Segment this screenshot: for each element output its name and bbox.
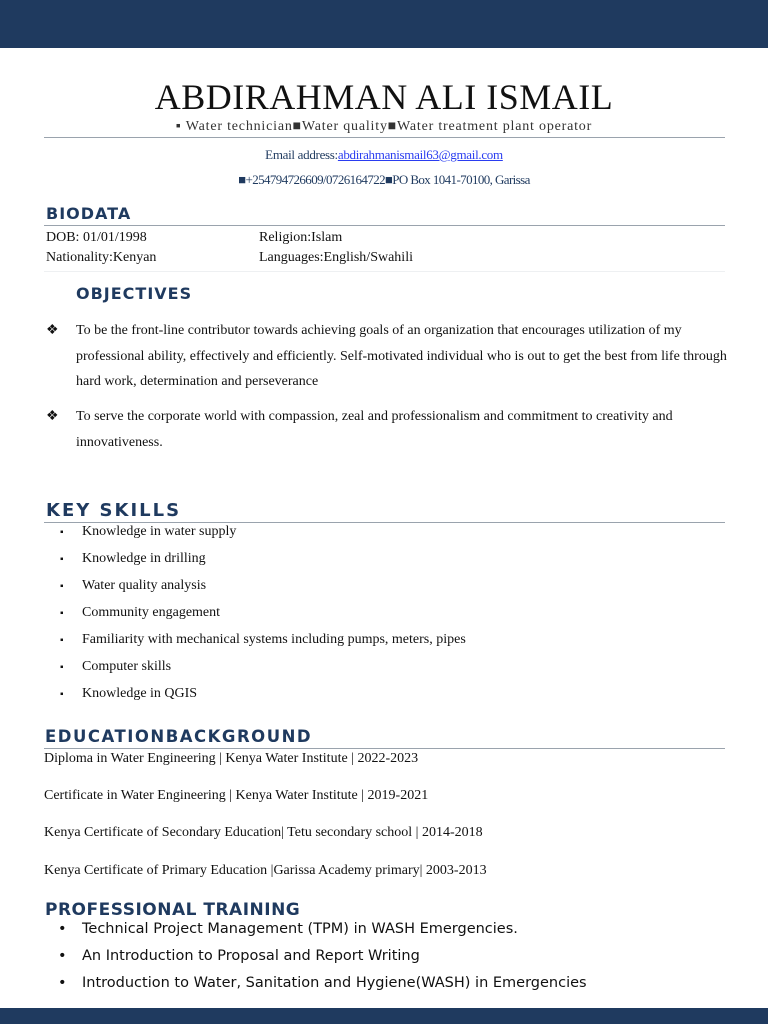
dob: DOB: 01/01/1998 [46,230,147,245]
square-bullet-icon: ▪ [60,581,64,592]
phone-address-line: ■+254794726609/0726164722■PO Box 1041-70100, Garissa [238,172,530,187]
education-item: Diploma in Water Engineering | Kenya Water Institute | 2022-2023 [44,751,419,766]
square-bullet-icon: ▪ [60,554,64,565]
nationality: Nationality:Kenyan [46,250,157,265]
training-item: • Introduction to Water, Sanitation and Hygiene(WASH) in Emergencies [58,975,587,991]
section-heading-training: PROFESSIONAL TRAINING [45,900,301,920]
square-bullet-icon: ▪ [60,689,64,700]
diamond-bullet-icon: ❖ [46,323,59,338]
bullet-dot-icon: • [58,948,67,964]
languages: Languages:English/Swahili [259,250,413,265]
divider [44,225,725,226]
skill-item: ▪ Computer skills [60,659,172,674]
square-bullet-icon: ▪ [60,662,64,673]
training-item: • An Introduction to Proposal and Report Writing [58,948,420,964]
objective-item [46,318,736,395]
square-bullet-icon: ▪ [60,608,64,619]
bullet-dot-icon: • [58,921,67,937]
skill-item: ▪ Knowledge in QGIS [60,686,198,701]
section-heading-objectives: OBJECTIVES [76,284,193,303]
divider [44,748,725,749]
section-heading-biodata: BIODATA [46,204,132,223]
diamond-bullet-icon: ❖ [46,409,59,424]
training-item: • Technical Project Management (TPM) in WASH Emergencies. [58,921,518,937]
email-link[interactable]: abdirahmanismail63@gmail.com [337,147,503,162]
education-item: Kenya Certificate of Primary Education |Garissa Academy primary| 2003-2013 [44,863,487,878]
divider [44,271,725,272]
top-banner [0,0,768,48]
skill-item: ▪ Community engagement [60,605,221,620]
skill-item: ▪ Familiarity with mechanical systems including pumps, meters, pipes [60,632,466,647]
candidate-name: ABDIRAHMAN ALI ISMAIL [154,77,614,117]
section-heading-key-skills: KEY SKILLS [46,500,182,521]
divider [44,522,725,523]
objective-item [46,404,736,455]
square-bullet-icon: ▪ [60,527,64,538]
email-line [0,147,768,163]
objective-text: To serve the corporate world with compassion, zeal and professionalism and commitment to creativity and innovativeness. [76,409,673,450]
divider [44,137,725,138]
bullet-dot-icon: • [58,975,67,991]
bottom-banner [0,1008,768,1024]
tagline: ▪ Water technician■Water quality■Water treatment plant operator [175,119,593,134]
skill-item: ▪ Knowledge in water supply [60,524,237,539]
education-item: Kenya Certificate of Secondary Education| Tetu secondary school | 2014-2018 [44,825,483,840]
education-item: Certificate in Water Engineering | Kenya Water Institute | 2019-2021 [44,788,429,803]
objective-text: To be the front-line contributor towards achieving goals of an organization that encourages utilization of my professional ability, effectively and efficiently. Self-motivated individual who is out to get the best from life through hard work, determination and perseverance [76,323,727,389]
email-label: Email address: [265,147,338,162]
section-heading-education: EDUCATIONBACKGROUND [45,727,313,746]
skill-item: ▪ Water quality analysis [60,578,207,593]
religion: Religion:Islam [259,230,343,245]
square-bullet-icon: ▪ [60,635,64,646]
skill-item: ▪ Knowledge in drilling [60,551,206,566]
